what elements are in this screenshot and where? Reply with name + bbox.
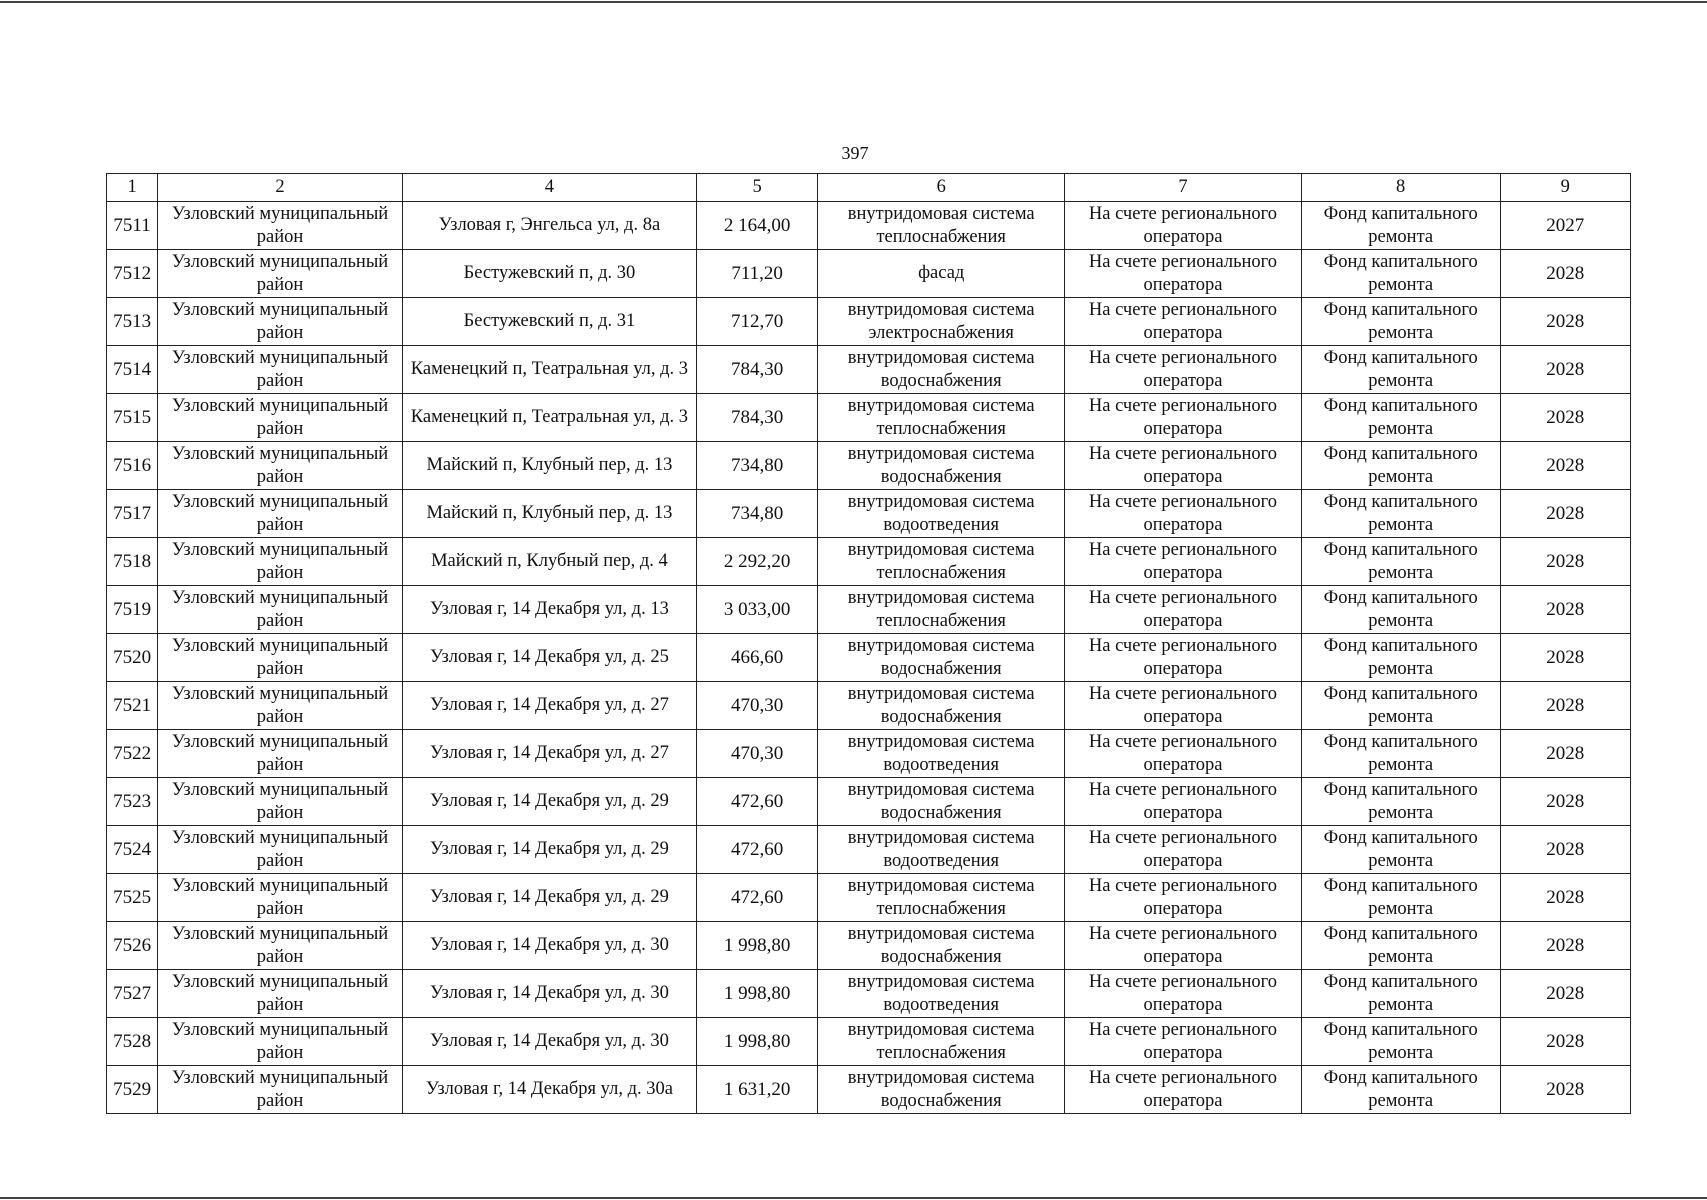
table-row — [107, 1066, 1631, 1114]
funding-source-cell: Фонд капитального ремонта — [1301, 826, 1500, 874]
table-row — [107, 586, 1631, 634]
area-cell: 470,30 — [696, 730, 817, 778]
funding-source-cell: Фонд капитального ремонта — [1301, 346, 1500, 394]
area-cell: 712,70 — [696, 298, 817, 346]
area-cell: 1 998,80 — [696, 922, 817, 970]
district-cell: Узловский муниципальный район — [158, 634, 403, 682]
funding-source-cell: Фонд капитального ремонта — [1301, 538, 1500, 586]
funding-source-cell: Фонд капитального ремонта — [1301, 202, 1500, 250]
area-cell: 472,60 — [696, 778, 817, 826]
address-cell: Узловая г, 14 Декабря ул, д. 30 — [402, 970, 696, 1018]
repair-year-cell: 2028 — [1500, 1018, 1631, 1066]
address-cell: Узловая г, Энгельса ул, д. 8а — [402, 202, 696, 250]
district-cell: Узловский муниципальный район — [158, 202, 403, 250]
funding-source-cell: Фонд капитального ремонта — [1301, 874, 1500, 922]
repair-year-cell: 2028 — [1500, 922, 1631, 970]
funding-source-cell: Фонд капитального ремонта — [1301, 730, 1500, 778]
area-cell: 472,60 — [696, 874, 817, 922]
district-cell: Узловский муниципальный район — [158, 490, 403, 538]
funding-source-cell: Фонд капитального ремонта — [1301, 970, 1500, 1018]
row-number-cell: 7514 — [107, 346, 158, 394]
repair-year-cell: 2028 — [1500, 250, 1631, 298]
repair-year-cell: 2028 — [1500, 778, 1631, 826]
row-number-cell: 7525 — [107, 874, 158, 922]
table-row — [107, 970, 1631, 1018]
header-col-7: 7 — [1065, 174, 1302, 202]
district-cell: Узловский муниципальный район — [158, 970, 403, 1018]
row-number-cell: 7517 — [107, 490, 158, 538]
row-number-cell: 7515 — [107, 394, 158, 442]
table-row — [107, 442, 1631, 490]
district-cell: Узловский муниципальный район — [158, 922, 403, 970]
area-cell: 466,60 — [696, 634, 817, 682]
table-row — [107, 730, 1631, 778]
fund-account-cell: На счете регионального оператора — [1065, 586, 1302, 634]
address-cell: Узловая г, 14 Декабря ул, д. 30 — [402, 1018, 696, 1066]
district-cell: Узловский муниципальный район — [158, 394, 403, 442]
repair-year-cell: 2028 — [1500, 874, 1631, 922]
district-cell: Узловский муниципальный район — [158, 1018, 403, 1066]
district-cell: Узловский муниципальный район — [158, 1066, 403, 1114]
row-number-cell: 7520 — [107, 634, 158, 682]
row-number-cell: 7516 — [107, 442, 158, 490]
table-row — [107, 826, 1631, 874]
repair-year-cell: 2028 — [1500, 394, 1631, 442]
funding-source-cell: Фонд капитального ремонта — [1301, 634, 1500, 682]
row-number-cell: 7522 — [107, 730, 158, 778]
address-cell: Каменецкий п, Театральная ул, д. 3 — [402, 394, 696, 442]
area-cell: 2 292,20 — [696, 538, 817, 586]
funding-source-cell: Фонд капитального ремонта — [1301, 778, 1500, 826]
header-col-4: 4 — [402, 174, 696, 202]
repair-system-cell: внутридомовая система водоснабжения — [818, 682, 1065, 730]
repair-system-cell: внутридомовая система теплоснабжения — [818, 202, 1065, 250]
repair-system-cell: внутридомовая система водоснабжения — [818, 442, 1065, 490]
address-cell: Каменецкий п, Театральная ул, д. 3 — [402, 346, 696, 394]
area-cell: 2 164,00 — [696, 202, 817, 250]
header-col-1: 1 — [107, 174, 158, 202]
address-cell: Узловая г, 14 Декабря ул, д. 29 — [402, 826, 696, 874]
row-number-cell: 7518 — [107, 538, 158, 586]
row-number-cell: 7528 — [107, 1018, 158, 1066]
row-number-cell: 7512 — [107, 250, 158, 298]
table-row — [107, 394, 1631, 442]
area-cell: 784,30 — [696, 346, 817, 394]
table-row — [107, 874, 1631, 922]
district-cell: Узловский муниципальный район — [158, 346, 403, 394]
funding-source-cell: Фонд капитального ремонта — [1301, 1066, 1500, 1114]
repair-year-cell: 2028 — [1500, 730, 1631, 778]
repair-year-cell: 2028 — [1500, 970, 1631, 1018]
repair-system-cell: внутридомовая система водоотведения — [818, 970, 1065, 1018]
row-number-cell: 7524 — [107, 826, 158, 874]
address-cell: Майский п, Клубный пер, д. 13 — [402, 490, 696, 538]
fund-account-cell: На счете регионального оператора — [1065, 250, 1302, 298]
header-col-6: 6 — [818, 174, 1065, 202]
area-cell: 734,80 — [696, 490, 817, 538]
district-cell: Узловский муниципальный район — [158, 778, 403, 826]
fund-account-cell: На счете регионального оператора — [1065, 346, 1302, 394]
fund-account-cell: На счете регионального оператора — [1065, 874, 1302, 922]
area-cell: 734,80 — [696, 442, 817, 490]
area-cell: 711,20 — [696, 250, 817, 298]
address-cell: Узловая г, 14 Декабря ул, д. 13 — [402, 586, 696, 634]
fund-account-cell: На счете регионального оператора — [1065, 778, 1302, 826]
address-cell: Узловая г, 14 Декабря ул, д. 30а — [402, 1066, 696, 1114]
repair-system-cell: внутридомовая система водоснабжения — [818, 778, 1065, 826]
repair-system-cell: внутридомовая система водоотведения — [818, 490, 1065, 538]
repair-year-cell: 2028 — [1500, 682, 1631, 730]
fund-account-cell: На счете регионального оператора — [1065, 202, 1302, 250]
page-number: 397 — [841, 143, 869, 163]
row-number-cell: 7523 — [107, 778, 158, 826]
fund-account-cell: На счете регионального оператора — [1065, 970, 1302, 1018]
fund-account-cell: На счете регионального оператора — [1065, 826, 1302, 874]
row-number-cell: 7511 — [107, 202, 158, 250]
district-cell: Узловский муниципальный район — [158, 442, 403, 490]
row-number-cell: 7527 — [107, 970, 158, 1018]
fund-account-cell: На счете регионального оператора — [1065, 1018, 1302, 1066]
table-row — [107, 1018, 1631, 1066]
address-cell: Бестужевский п, д. 31 — [402, 298, 696, 346]
funding-source-cell: Фонд капитального ремонта — [1301, 682, 1500, 730]
repair-system-cell: фасад — [818, 250, 1065, 298]
table-row — [107, 298, 1631, 346]
funding-source-cell: Фонд капитального ремонта — [1301, 394, 1500, 442]
table-row — [107, 682, 1631, 730]
repair-year-cell: 2028 — [1500, 346, 1631, 394]
repair-system-cell: внутридомовая система теплоснабжения — [818, 1018, 1065, 1066]
table-body — [107, 202, 1631, 1114]
repair-system-cell: внутридомовая система водоотведения — [818, 826, 1065, 874]
capital-repair-table — [106, 173, 1631, 1114]
district-cell: Узловский муниципальный район — [158, 298, 403, 346]
area-cell: 470,30 — [696, 682, 817, 730]
address-cell: Узловая г, 14 Декабря ул, д. 29 — [402, 778, 696, 826]
repair-system-cell: внутридомовая система водоснабжения — [818, 634, 1065, 682]
area-cell: 1 998,80 — [696, 970, 817, 1018]
header-col-2: 2 — [158, 174, 403, 202]
fund-account-cell: На счете регионального оператора — [1065, 1066, 1302, 1114]
table-row — [107, 778, 1631, 826]
district-cell: Узловский муниципальный район — [158, 874, 403, 922]
table-row — [107, 346, 1631, 394]
funding-source-cell: Фонд капитального ремонта — [1301, 490, 1500, 538]
repair-system-cell: внутридомовая система теплоснабжения — [818, 874, 1065, 922]
funding-source-cell: Фонд капитального ремонта — [1301, 250, 1500, 298]
address-cell: Узловая г, 14 Декабря ул, д. 29 — [402, 874, 696, 922]
district-cell: Узловский муниципальный район — [158, 586, 403, 634]
address-cell: Узловая г, 14 Декабря ул, д. 25 — [402, 634, 696, 682]
area-cell: 1 998,80 — [696, 1018, 817, 1066]
repair-year-cell: 2028 — [1500, 1066, 1631, 1114]
table-row — [107, 538, 1631, 586]
row-number-cell: 7519 — [107, 586, 158, 634]
funding-source-cell: Фонд капитального ремонта — [1301, 298, 1500, 346]
bottom-scan-border — [0, 1197, 1707, 1199]
district-cell: Узловский муниципальный район — [158, 250, 403, 298]
repair-year-cell: 2028 — [1500, 634, 1631, 682]
repair-system-cell: внутридомовая система теплоснабжения — [818, 538, 1065, 586]
repair-system-cell: внутридомовая система водоснабжения — [818, 922, 1065, 970]
fund-account-cell: На счете регионального оператора — [1065, 922, 1302, 970]
row-number-cell: 7529 — [107, 1066, 158, 1114]
fund-account-cell: На счете регионального оператора — [1065, 682, 1302, 730]
repair-system-cell: внутридомовая система теплоснабжения — [818, 586, 1065, 634]
area-cell: 784,30 — [696, 394, 817, 442]
address-cell: Майский п, Клубный пер, д. 4 — [402, 538, 696, 586]
repair-year-cell: 2028 — [1500, 586, 1631, 634]
repair-year-cell: 2027 — [1500, 202, 1631, 250]
repair-system-cell: внутридомовая система водоснабжения — [818, 1066, 1065, 1114]
address-cell: Майский п, Клубный пер, д. 13 — [402, 442, 696, 490]
address-cell: Узловая г, 14 Декабря ул, д. 27 — [402, 730, 696, 778]
fund-account-cell: На счете регионального оператора — [1065, 298, 1302, 346]
district-cell: Узловский муниципальный район — [158, 538, 403, 586]
header-col-5: 5 — [696, 174, 817, 202]
repair-year-cell: 2028 — [1500, 490, 1631, 538]
fund-account-cell: На счете регионального оператора — [1065, 394, 1302, 442]
fund-account-cell: На счете регионального оператора — [1065, 442, 1302, 490]
district-cell: Узловский муниципальный район — [158, 826, 403, 874]
top-scan-border — [0, 1, 1707, 3]
repair-year-cell: 2028 — [1500, 538, 1631, 586]
row-number-cell: 7526 — [107, 922, 158, 970]
fund-account-cell: На счете регионального оператора — [1065, 634, 1302, 682]
header-col-9: 9 — [1500, 174, 1631, 202]
area-cell: 472,60 — [696, 826, 817, 874]
table-row — [107, 250, 1631, 298]
table-row — [107, 490, 1631, 538]
funding-source-cell: Фонд капитального ремонта — [1301, 442, 1500, 490]
address-cell: Узловая г, 14 Декабря ул, д. 27 — [402, 682, 696, 730]
row-number-cell: 7521 — [107, 682, 158, 730]
repair-system-cell: внутридомовая система водоснабжения — [818, 346, 1065, 394]
address-cell: Узловая г, 14 Декабря ул, д. 30 — [402, 922, 696, 970]
fund-account-cell: На счете регионального оператора — [1065, 490, 1302, 538]
table-row — [107, 634, 1631, 682]
fund-account-cell: На счете регионального оператора — [1065, 730, 1302, 778]
district-cell: Узловский муниципальный район — [158, 730, 403, 778]
address-cell: Бестужевский п, д. 30 — [402, 250, 696, 298]
repair-system-cell: внутридомовая система теплоснабжения — [818, 394, 1065, 442]
repair-year-cell: 2028 — [1500, 442, 1631, 490]
area-cell: 3 033,00 — [696, 586, 817, 634]
table-row — [107, 922, 1631, 970]
area-cell: 1 631,20 — [696, 1066, 817, 1114]
funding-source-cell: Фонд капитального ремонта — [1301, 922, 1500, 970]
funding-source-cell: Фонд капитального ремонта — [1301, 1018, 1500, 1066]
table-row — [107, 202, 1631, 250]
header-col-8: 8 — [1301, 174, 1500, 202]
fund-account-cell: На счете регионального оператора — [1065, 538, 1302, 586]
table-header-row — [107, 174, 1631, 202]
repair-system-cell: внутридомовая система электроснабжения — [818, 298, 1065, 346]
repair-system-cell: внутридомовая система водоотведения — [818, 730, 1065, 778]
funding-source-cell: Фонд капитального ремонта — [1301, 586, 1500, 634]
repair-year-cell: 2028 — [1500, 826, 1631, 874]
district-cell: Узловский муниципальный район — [158, 682, 403, 730]
row-number-cell: 7513 — [107, 298, 158, 346]
repair-year-cell: 2028 — [1500, 298, 1631, 346]
